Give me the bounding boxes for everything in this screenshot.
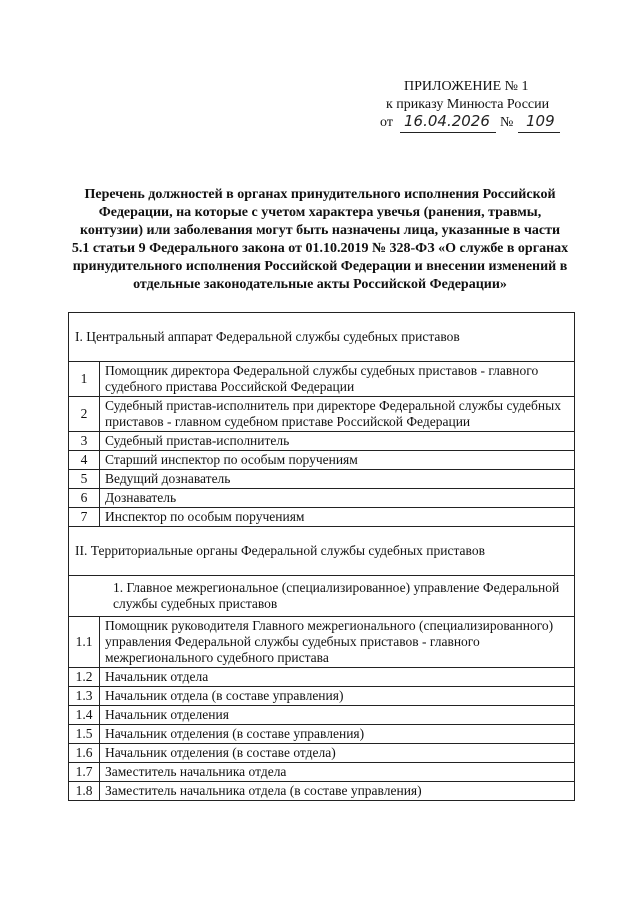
row-number: 1.6: [69, 744, 100, 763]
row-text: Дознаватель: [100, 489, 575, 508]
order-reference: к приказу Минюста России: [386, 97, 550, 112]
row-number: 1.3: [69, 687, 100, 706]
row-number: 1.8: [69, 782, 100, 801]
row-text: Начальник отделения (в составе управления): [100, 725, 575, 744]
row-text: Инспектор по особым поручениям: [100, 508, 575, 527]
row-text: Судебный пристав-исполнитель при директоре Федеральной службы судебных приставов - главном судебном приставе Российской Федерации: [100, 397, 575, 432]
row-text: Заместитель начальника отдела (в составе управления): [100, 782, 575, 801]
row-number: 1.1: [69, 617, 100, 668]
appendix-title: ПРИЛОЖЕНИЕ № 1: [404, 79, 529, 94]
subsection-heading-row: [69, 576, 575, 617]
table-row: [69, 397, 575, 432]
table-row: [69, 782, 575, 801]
row-number: 5: [69, 470, 100, 489]
table-row: [69, 617, 575, 668]
section-heading-row: [69, 527, 575, 576]
table-row: [69, 763, 575, 782]
row-number: 4: [69, 451, 100, 470]
row-text: Помощник директора Федеральной службы судебных приставов - главного судебного пристава Российской Федерации: [100, 362, 575, 397]
row-number: 7: [69, 508, 100, 527]
subsection-heading: 1. Главное межрегиональное (специализированное) управление Федеральной службы судебных приставов: [69, 576, 575, 617]
row-text: Старший инспектор по особым поручениям: [100, 451, 575, 470]
table-row: [69, 725, 575, 744]
table-row: [69, 687, 575, 706]
table-row: [69, 744, 575, 763]
appendix-block: [360, 78, 570, 134]
table-row: [69, 489, 575, 508]
order-number: 109: [526, 112, 555, 130]
row-number: 2: [69, 397, 100, 432]
number-prefix: №: [500, 115, 514, 130]
order-date: 16.04.2026: [404, 112, 490, 130]
table-row: [69, 470, 575, 489]
table-row: [69, 706, 575, 725]
row-number: 1.4: [69, 706, 100, 725]
row-text: Судебный пристав-исполнитель: [100, 432, 575, 451]
section-heading: I. Центральный аппарат Федеральной службы судебных приставов: [69, 313, 575, 362]
row-number: 1.2: [69, 668, 100, 687]
row-text: Начальник отдела (в составе управления): [100, 687, 575, 706]
table-row: [69, 668, 575, 687]
row-number: 1.5: [69, 725, 100, 744]
table-row: [69, 508, 575, 527]
table-row: [69, 362, 575, 397]
row-text: Помощник руководителя Главного межрегионального (специализированного) управления Федеральной службы судебных приставов - главного межрегионального судебного пристава: [100, 617, 575, 668]
section-heading-row: [69, 313, 575, 362]
positions-table: [68, 312, 575, 801]
row-text: Начальник отделения (в составе отдела): [100, 744, 575, 763]
order-date-number: [360, 114, 570, 134]
row-number: 1: [69, 362, 100, 397]
row-text: Ведущий дознаватель: [100, 470, 575, 489]
row-number: 3: [69, 432, 100, 451]
table-row: [69, 432, 575, 451]
row-number: 6: [69, 489, 100, 508]
section-heading: II. Территориальные органы Федеральной службы судебных приставов: [69, 527, 575, 576]
document-title: Перечень должностей в органах принудительного исполнения Российской Федерации, на которые с учетом характера увечья (ранения, травмы, контузии) или заболевания могут быть назначены лица, указанные в части 5.1 статьи 9 Федерального закона от 01.10.2019 № 328-ФЗ «О службе в органах принудительного исполнения Российской Федерации и внесении изменений в отдельные законодательные акты Российской Федерации»: [71, 187, 569, 292]
row-text: Заместитель начальника отдела: [100, 763, 575, 782]
row-number: 1.7: [69, 763, 100, 782]
row-text: Начальник отдела: [100, 668, 575, 687]
date-prefix: от: [380, 115, 393, 130]
row-text: Начальник отделения: [100, 706, 575, 725]
table-row: [69, 451, 575, 470]
